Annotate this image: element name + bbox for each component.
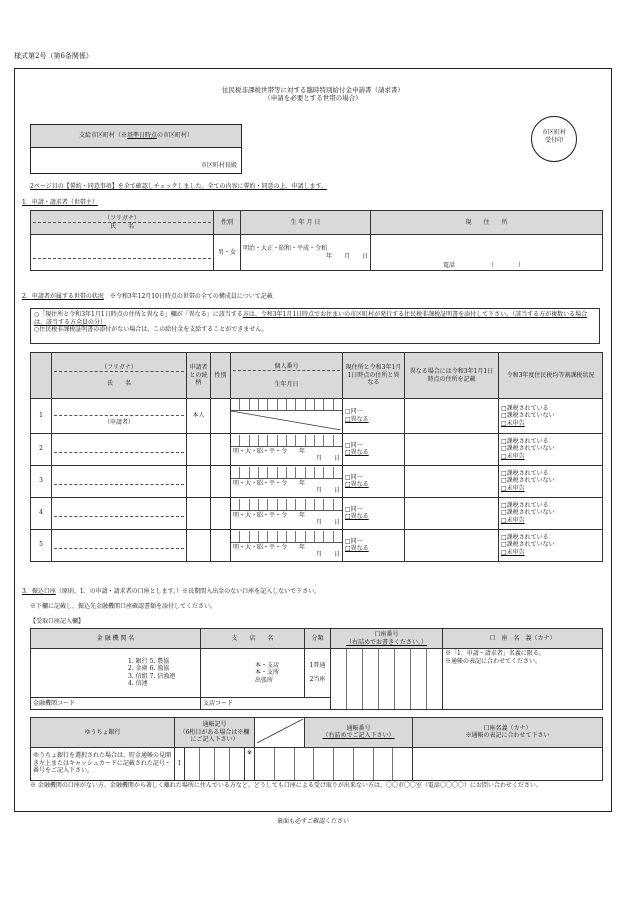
account-header (331, 629, 443, 649)
bank-type-item[interactable]: 7. 信漁連 (149, 672, 176, 680)
addressee-box (30, 124, 242, 174)
yucho-desc: ゆうちょ銀行を選択された場合は、貯金通帳の見開き左上またはキャッシュカードに記載された記号・番号をご記入下さい。 (31, 747, 175, 780)
furigana-label: （フリガナ） (33, 215, 211, 224)
household-row (31, 529, 603, 561)
section2-heading: 2．申請者が属する世帯の状況 (22, 293, 104, 300)
bank-type-item[interactable] (150, 680, 176, 688)
notice1 (34, 311, 596, 326)
tax-opt-untaxed: □課税されていない (501, 509, 555, 517)
section3-heading-line (22, 588, 320, 596)
addressee-prefix: 支給市区町村（※ (78, 132, 127, 139)
sex-options[interactable]: 男・女 (214, 235, 241, 271)
address-diff-field[interactable] (343, 433, 405, 465)
member-name-field[interactable] (52, 529, 187, 561)
acct-type-2: 2当座 (309, 675, 326, 683)
account-number-boxes (331, 649, 442, 709)
row-number: 2 (31, 433, 52, 465)
applicant-table (30, 210, 603, 271)
tax-opt-unfiled: □未申告 (501, 548, 525, 556)
member-era: 明・大・昭・平・令 年 (233, 543, 306, 551)
tax-opt-taxed: □課税されている (501, 437, 549, 445)
tax-status-field[interactable] (499, 433, 603, 465)
tax-opt-taxed: □課税されている (501, 404, 549, 412)
types-right (150, 658, 176, 688)
type-header: 分類 (305, 629, 331, 649)
member-era: 明・大・昭・平・令 年 (233, 447, 306, 455)
bank-code-label: 金融機関コード (33, 699, 76, 707)
bank-type-item[interactable]: 4. 信連 (128, 680, 148, 688)
member-md: 月 日 (315, 551, 340, 558)
diff-addr-header: 異なる場合には令和3年1月1日時点の住所を記載 (405, 353, 499, 399)
old-address-field[interactable] (405, 465, 499, 497)
account-type-field[interactable] (305, 649, 331, 698)
household-table (30, 352, 603, 562)
member-sex-field[interactable] (211, 399, 231, 434)
member-name-field[interactable] (52, 465, 187, 497)
section3-heading-rest: （原則、1．の申請・請求者の口座とします。）※長期間入出金のない口座を記入しないで下さい。 (55, 588, 321, 595)
strike-line (231, 411, 341, 430)
footnote: ※ 金融機関の口座がない方、金融機関から著しく離れた場所に住んでいる方など、どうしても口座による受け取りが出来ない方は、〇〇市〇〇室（電話〇〇〇〇）にお問い合わせください。 (30, 782, 542, 789)
member-name-field[interactable] (52, 497, 187, 529)
furigana-name-header (31, 211, 214, 235)
member-name-field[interactable] (52, 433, 187, 465)
old-address-field[interactable] (405, 399, 499, 434)
kigo-boxes[interactable] (185, 747, 245, 780)
tax-opt-untaxed: □課税されていない (501, 412, 555, 419)
era-options: 明治・大正・昭和・平成・令和 (243, 245, 328, 252)
diagonal-cell (255, 718, 305, 748)
applicant-name-field[interactable] (31, 235, 214, 271)
bank-type-item[interactable]: 1. 銀行 (128, 657, 148, 665)
member-md: 月 日 (315, 455, 340, 462)
relation-field[interactable] (187, 465, 211, 497)
mayor-label: 市区町村長殿 (200, 161, 237, 169)
yucho-holder-header (413, 718, 603, 748)
relation-field[interactable] (187, 529, 211, 561)
tax-opt-taxed: □課税されている (501, 501, 549, 509)
mynumber-birth-field[interactable] (231, 465, 343, 497)
branch-field[interactable] (201, 649, 305, 698)
different-option: □異なる (345, 449, 369, 456)
household-row (31, 399, 603, 434)
same-option: □同一 (345, 473, 363, 481)
member-era: 明・大・昭・平・令 年 (233, 479, 306, 487)
address-header: 現 住 所 (371, 211, 603, 235)
back-note: 裏面も必ずご確認ください (276, 818, 349, 825)
mynumber-birth-field[interactable] (231, 433, 343, 465)
mynumber-label: 個人番号 (233, 363, 340, 372)
member-md: 月 日 (315, 487, 340, 494)
acct-type-1: 1普通 (309, 662, 326, 670)
same-option: □同一 (345, 441, 363, 449)
member-era: 明・大・昭・平・令 年 (233, 511, 306, 519)
yucho-holder-sub: ※通帳の表記に合わせて下さい (465, 732, 550, 740)
bango-boxes[interactable] (255, 747, 413, 780)
branch-header: 支 店 名 (201, 629, 305, 649)
holder-field[interactable] (443, 649, 603, 710)
different-option: □異なる (345, 545, 369, 552)
same-option: □同一 (345, 408, 363, 416)
tax-opt-untaxed: □課税されていない (501, 541, 555, 549)
yucho-holder-label: 口座名義（カナ） (483, 724, 532, 732)
section2-note: ※令和3年12月10日時点の世帯の全ての構成員について記載 (109, 293, 273, 300)
tax-opt-unfiled: □未申告 (501, 516, 525, 524)
tax-opt-unfiled: □未申告 (501, 484, 525, 492)
row-number: 3 (31, 465, 52, 497)
kigo-one: 1 (175, 747, 185, 780)
tax-status-field[interactable] (499, 465, 603, 497)
tax-opt-untaxed: □課税されていない (501, 445, 555, 453)
relation-header: 申請者との続柄 (187, 353, 211, 399)
sex-header: 性別 (214, 211, 241, 235)
branch-code-field[interactable] (201, 697, 331, 709)
stamp-line1: 市区町村 (541, 129, 566, 136)
kigo-header (175, 718, 255, 748)
different-option: □異なる (345, 415, 369, 423)
old-address-field[interactable] (405, 497, 499, 529)
notice2: ○住民税非課税証明書の添付がない場合は、この給付金を支給することができません。 (34, 326, 268, 333)
addressee-suffix: の市区町村） (157, 132, 194, 139)
mynumber-header (231, 353, 343, 399)
kigo-label: 通帳記号 (202, 721, 227, 728)
reception-stamp (531, 116, 577, 162)
hh-birth-label: 生年月日 (274, 381, 299, 388)
holder-note2: ※通帳の表記に合わせてください。 (445, 657, 542, 665)
bank-name-field[interactable] (31, 649, 201, 698)
bango-sub: （右詰めでご記入下さい） (322, 732, 395, 740)
bank-type-item[interactable]: 6. 漁協 (149, 665, 170, 673)
household-row (31, 497, 603, 529)
phone-label: 電話 （ ） (443, 261, 525, 269)
member-sex-field[interactable] (211, 497, 231, 529)
name-label: 氏 名 (109, 223, 134, 230)
tax-opt-unfiled: □未申告 (501, 419, 525, 427)
tax-opt-taxed: □課税されている (501, 469, 549, 477)
address-diff-field[interactable] (343, 399, 405, 434)
bank-name-header: 金 融 機 関 名 (31, 629, 201, 649)
same-option: □同一 (345, 505, 363, 513)
no-header (31, 353, 52, 399)
mynumber-birth-field[interactable] (231, 529, 343, 561)
old-address-field[interactable] (405, 433, 499, 465)
branch-code-label: 支店コード (203, 699, 234, 707)
branch-types (203, 662, 302, 685)
form-number: 様式第2号（第6条関係） (14, 52, 93, 60)
ymd-label: 年 月 日 (325, 252, 368, 260)
row-number: 4 (31, 497, 52, 529)
birthdate-header: 生 年 月 日 (241, 211, 371, 235)
kigo-mark[interactable]: ※ (245, 747, 255, 780)
household-row (31, 465, 603, 497)
address-diff-field[interactable] (343, 497, 405, 529)
member-md: 月 日 (315, 519, 340, 526)
bank-table (30, 628, 603, 710)
section2-heading-line (22, 293, 273, 301)
notice-box (30, 308, 600, 344)
old-address-field[interactable] (405, 529, 499, 561)
address-field[interactable] (371, 235, 603, 271)
member-sex-field[interactable] (211, 433, 231, 465)
member-sex-field[interactable] (211, 465, 231, 497)
bango-label: 通帳番号 (346, 724, 371, 732)
title-line1: 住民税非課税世帯等に対する臨時特別給付金申請書（請求書） (222, 86, 404, 94)
bank-code-field[interactable] (31, 697, 201, 709)
yucho-table (30, 717, 603, 781)
notice1a: ○「現住所と令和3年1月1日時点の住所と異なる」欄が「異なる」に該当する (34, 311, 243, 318)
mynumber-birth-field[interactable] (231, 399, 343, 434)
row-number: 1 (31, 399, 52, 434)
tax-opt-unfiled: □未申告 (501, 452, 525, 460)
confirm-line: 2ページ目の【誓約・同意事項】を全て確認しチェックしました。全ての内容に誓約・同意の上、申請します。 (30, 183, 328, 190)
notice1b: 方は、令和3年1月1日時点でお住まいの市区町村が発行する住民税非課税証明書を添付して下さい。（該当する方が複数いる場合は、該当する方全員の分） (34, 311, 588, 326)
tax-status-field[interactable] (499, 529, 603, 561)
section1-heading: 1．申請・請求者（世帯主） (22, 199, 98, 206)
mynumber-birth-field[interactable] (231, 497, 343, 529)
address-diff-field[interactable] (343, 465, 405, 497)
yucho-holder-field[interactable] (413, 747, 603, 780)
section3-note: ※下欄に記載し、振込先金融機関口座確認書類を添付してください。 (30, 603, 217, 610)
member-sex-field[interactable] (211, 529, 231, 561)
bank-type-list (33, 658, 198, 688)
branch-type-item[interactable]: 本・支所 (255, 669, 280, 677)
household-row (31, 433, 603, 465)
bank-type-item[interactable]: 5. 農協 (149, 657, 170, 665)
holder-note1: ※「1．申請・請求者」名義に限る。 (445, 650, 545, 657)
branch-type-item[interactable]: 出張所 (255, 676, 274, 684)
addressee-underlined: 基準日時点 (126, 132, 157, 139)
hh-furigana-label: （フリガナ） (54, 364, 184, 373)
kigo-sub: （6桁目がある場合は※欄にご記入下さい） (179, 728, 250, 743)
diagonal-line (257, 719, 303, 743)
hh-sex-header: 性別 (211, 353, 231, 399)
member-name: （申請者） (103, 418, 134, 426)
bank-type-item[interactable]: 2. 金庫 (128, 665, 148, 673)
account-number-field[interactable] (331, 649, 443, 710)
account-label: 口座番号 (374, 631, 399, 638)
bango-header (305, 718, 413, 748)
fill-label: 【受取口座記入欄】 (30, 618, 85, 625)
same-option: □同一 (345, 537, 363, 545)
stamp-line2: 受付印 (544, 136, 563, 144)
hh-name-label: 氏 名 (106, 380, 131, 387)
hh-name-header (52, 353, 187, 399)
types-left (128, 658, 148, 688)
different-option: □異なる (345, 513, 369, 520)
account-sub: （右詰めでお書きください。） (345, 638, 427, 646)
title-line2: （申請を必要とする世帯の場合） (264, 94, 362, 103)
bank-type-item[interactable]: 3. 信組 (128, 672, 148, 680)
holder-header: 口 座 名 義（カナ） (443, 629, 603, 649)
tax-header: 令和3年度住民税均等割課税状況 (499, 353, 603, 399)
address-diff-field[interactable] (343, 529, 405, 561)
tax-status-field[interactable] (499, 497, 603, 529)
section3-heading: 3．振込口座 (22, 588, 56, 595)
relation-field[interactable]: 本人 (187, 399, 211, 434)
relation-field[interactable] (187, 433, 211, 465)
branch-type-item[interactable]: 本・支店 (255, 661, 280, 669)
form-title (14, 86, 612, 102)
tax-opt-taxed: □課税されている (501, 533, 549, 541)
addressee-heading (31, 125, 241, 148)
diff-header: 現住所と令和3年1月1日時点の住所と異なる (343, 353, 405, 399)
birthdate-field[interactable] (241, 235, 371, 271)
different-option: □異なる (345, 481, 369, 488)
relation-field[interactable] (187, 497, 211, 529)
row-number: 5 (31, 529, 52, 561)
tax-status-field[interactable] (499, 399, 603, 434)
tax-opt-untaxed: □課税されていない (501, 477, 555, 485)
yucho-label: ゆうちょ銀行 (31, 718, 175, 748)
member-name-field[interactable] (52, 399, 187, 434)
